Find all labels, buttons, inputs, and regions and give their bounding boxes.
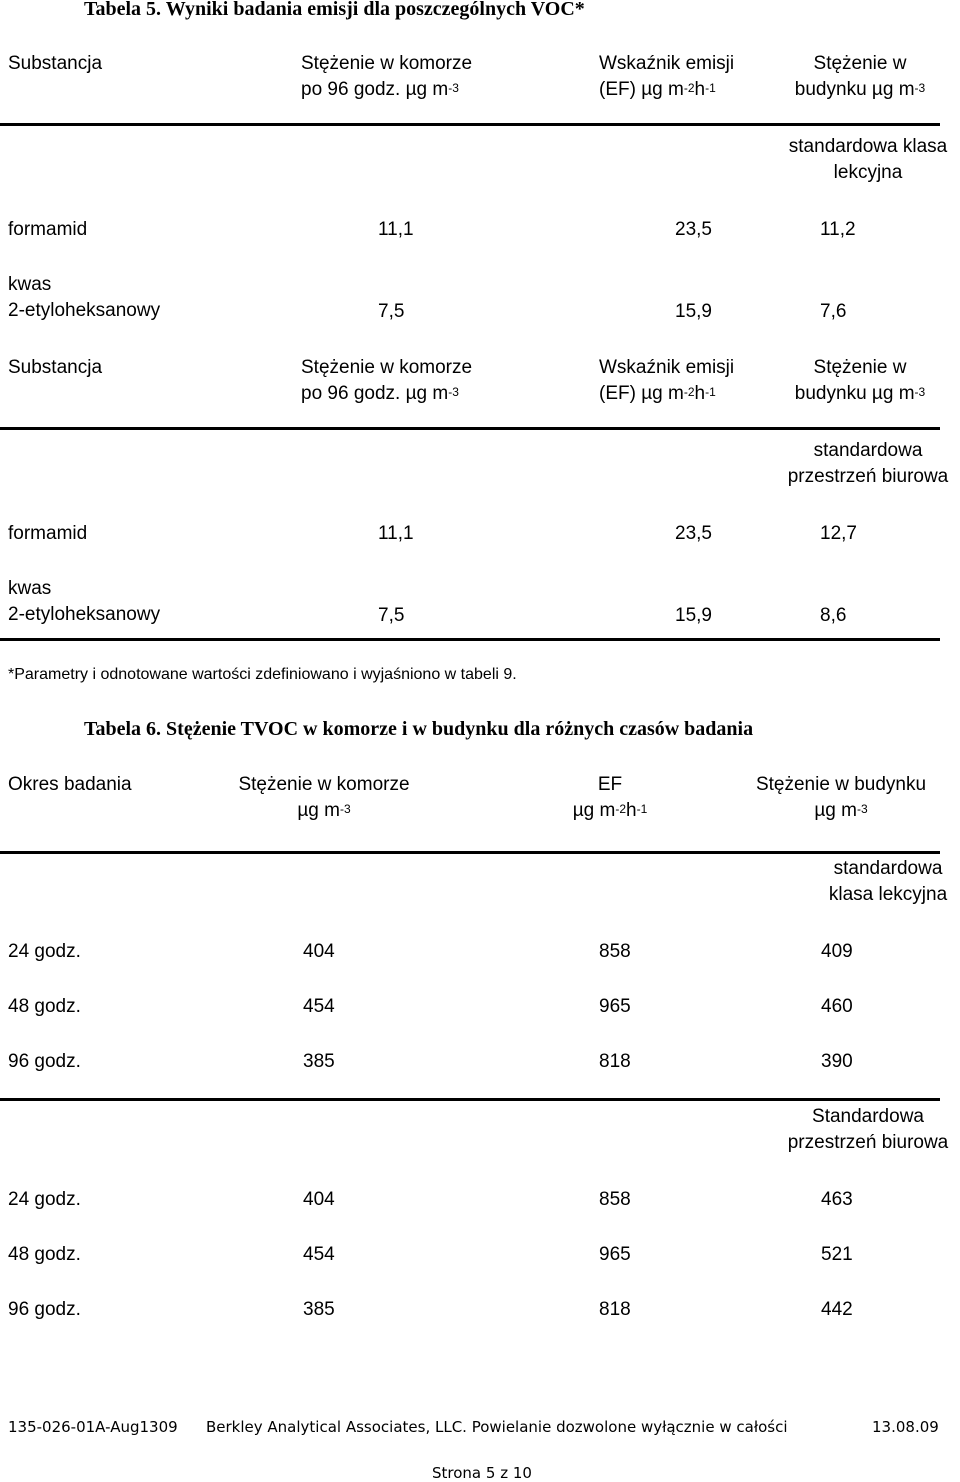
table6-row-ef: 818 (599, 1299, 631, 1320)
table6-header-ef: EF µg $m^{-2}h^{-1}$ (572, 774, 648, 821)
table5-row-chamber: 7,5 (378, 301, 405, 322)
table5-row-ef: 23,5 (675, 219, 712, 240)
table5-row-name: formamid (8, 219, 88, 240)
table6-row-building: 460 (821, 996, 853, 1017)
table5-header-ef: Wskaźnik emisji (EF) µg $m^{-2}h^{-1}$ (599, 53, 735, 100)
table6-row-ef: 858 (599, 941, 631, 962)
table6-row-period: 48 godz. (8, 996, 81, 1017)
table6-row-building: 521 (821, 1244, 853, 1265)
table5-row-chamber: 7,5 (378, 605, 405, 626)
table6-row-period: 96 godz. (8, 1051, 81, 1072)
table6-section-rule (0, 1098, 940, 1101)
table6-header-rule (0, 851, 940, 854)
footer-company: Berkley Analytical Associates, LLC. Powielanie dozwolone wyłącznie w całości (206, 1418, 788, 1436)
table6-row-chamber: 404 (303, 941, 335, 962)
table6-row-period: 24 godz. (8, 1189, 81, 1210)
table6-header-period: Okres badania (8, 774, 132, 795)
table6-row-ef: 818 (599, 1051, 631, 1072)
table6-title: Tabela 6. Stężenie TVOC w komorze i w budynku dla różnych czasów badania (84, 718, 754, 740)
table5-row-building: 12,7 (820, 523, 857, 544)
table5-header-substance: Substancja (8, 357, 103, 378)
table6-row-building: 390 (821, 1051, 853, 1072)
table6-row-building: 409 (821, 941, 853, 962)
table6-row-chamber: 454 (303, 996, 335, 1017)
table5-row-ef: 23,5 (675, 523, 712, 544)
table6-section2-label: Standardowa przestrzeń biurowa (787, 1106, 949, 1153)
table6-header-building: Stężenie w budynku µg $m^{-3}$ (755, 774, 927, 821)
table5-row-building: 8,6 (820, 605, 847, 626)
table6-section1-label: standardowa klasa lekcyjna (828, 858, 948, 905)
table6-row-chamber: 454 (303, 1244, 335, 1265)
table5-section1-label: standardowa klasa lekcyjna (788, 136, 948, 183)
table6-row-building: 442 (821, 1299, 853, 1320)
table5-header-ef: Wskaźnik emisji (EF) µg $m^{-2}h^{-1}$ (599, 357, 735, 404)
table5-row-building: 11,2 (820, 219, 856, 240)
table5-header-rule (0, 427, 940, 430)
table5-title: Tabela 5. Wyniki badania emisji dla poszczególnych VOC* (84, 0, 585, 20)
table5-bottom-rule (0, 638, 940, 641)
table5-section2-label: standardowa przestrzeń biurowa (787, 440, 949, 487)
table6-row-period: 96 godz. (8, 1299, 81, 1320)
table6-header-chamber: Stężenie w komorze µg $m^{-3}$ (238, 774, 410, 821)
table5-header-chamber: Stężenie w komorze po 96 godz. µg $m^{-3}$ (301, 53, 473, 100)
table6-row-ef: 858 (599, 1189, 631, 1210)
table6-row-period: 48 godz. (8, 1244, 81, 1265)
table5-row-ef: 15,9 (675, 301, 712, 322)
table5-header-building: Stężenie w budynku µg $m^{-3}$ (794, 357, 926, 404)
table5-header-substance: Substancja (8, 53, 103, 74)
table5-row-chamber: 11,1 (378, 219, 414, 240)
table5-header-chamber: Stężenie w komorze po 96 godz. µg $m^{-3}$ (301, 357, 473, 404)
table5-footnote: *Parametry i odnotowane wartości zdefiniowano i wyjaśniono w tabeli 9. (8, 666, 517, 683)
table6-row-building: 463 (821, 1189, 853, 1210)
table6-row-period: 24 godz. (8, 941, 81, 962)
footer-page-number: Strona 5 z 10 (432, 1464, 532, 1482)
table6-row-ef: 965 (599, 1244, 631, 1265)
table5-header-building: Stężenie w budynku µg $m^{-3}$ (794, 53, 926, 100)
table6-row-ef: 965 (599, 996, 631, 1017)
table5-row-name: kwas 2-etyloheksanowy (8, 578, 161, 625)
table5-header-rule (0, 123, 940, 126)
table6-row-chamber: 385 (303, 1051, 335, 1072)
table5-row-ef: 15,9 (675, 605, 712, 626)
table5-row-building: 7,6 (820, 301, 847, 322)
footer-date: 13.08.09 (872, 1418, 939, 1436)
table5-row-name: formamid (8, 523, 88, 544)
table6-row-chamber: 404 (303, 1189, 335, 1210)
table5-row-name: kwas 2-etyloheksanowy (8, 274, 161, 321)
table5-row-chamber: 11,1 (378, 523, 414, 544)
table6-row-chamber: 385 (303, 1299, 335, 1320)
footer-doc-id: 135-026-01A-Aug1309 (8, 1418, 178, 1436)
